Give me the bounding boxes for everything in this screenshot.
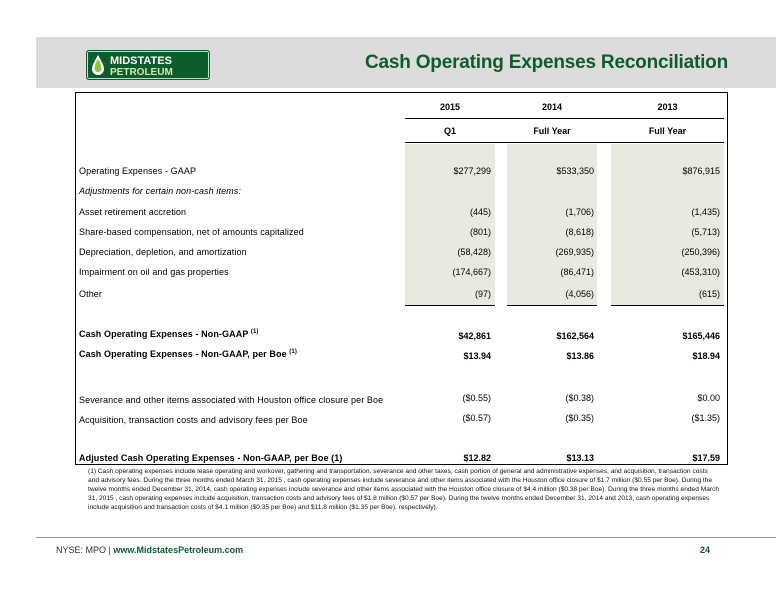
col-year-2014: 2014: [541, 102, 563, 112]
cell-adjusted-2015: $12.82: [463, 453, 491, 463]
logo-line1: MIDSTATES: [110, 55, 172, 67]
row-label-share-comp: Share-based compensation, net of amounts capitalized: [79, 227, 304, 237]
footer-rule: [36, 537, 776, 538]
col-period-2015: Q1: [443, 126, 456, 136]
cell-adjusted-2014: $13.13: [566, 453, 594, 463]
row-label-adjusted-cash-opex: Adjusted Cash Operating Expenses - Non-GAAP, per Boe (1): [79, 453, 343, 463]
cell-other-2014: (4,056): [565, 289, 594, 299]
footer-url[interactable]: www.MidstatesPetroleum.com: [113, 545, 244, 555]
cell-impairment-2013: (453,310): [681, 267, 720, 277]
row-label-cash-opex: Cash Operating Expenses - Non-GAAP $^{(1)}$: [79, 329, 259, 339]
subtotal-rule-2013: [611, 305, 724, 306]
row-label-opex-gaap: Operating Expenses - GAAP: [79, 166, 197, 176]
page-number: 24: [700, 545, 711, 555]
cell-share-comp-2013: (5,713): [691, 227, 720, 237]
col-year-2015: 2015: [439, 102, 461, 112]
logo-line2: PETROLEUM: [110, 67, 173, 78]
row-label-cash-opex-boe: Cash Operating Expenses - Non-GAAP, per Boe $^{(1)}$: [79, 349, 297, 359]
cell-cash-opex-2014: $162,564: [556, 331, 594, 341]
cell-acquisition-2015: ($0.57): [462, 413, 491, 423]
row-label-other: Other: [79, 289, 103, 299]
slide-title: Cash Operating Expenses Reconciliation: [364, 52, 728, 73]
cell-aro-2014: (1,706): [565, 207, 594, 217]
footer-text: [56, 545, 243, 555]
cell-dda-2013: (250,396): [681, 247, 720, 257]
cell-cash-opex-boe-2014: $13.86: [566, 351, 594, 361]
cell-impairment-2014: (86,471): [560, 267, 594, 277]
cell-impairment-2015: (174,667): [452, 267, 491, 277]
cell-cash-opex-2015: $42,861: [458, 331, 491, 341]
cell-dda-2015: (58,428): [457, 247, 491, 257]
cell-cash-opex-boe-2013: $18.94: [692, 351, 720, 361]
cell-opex-gaap-2013: $876,915: [682, 166, 720, 176]
cell-dda-2014: (269,935): [555, 247, 594, 257]
cell-aro-2013: (1,435): [691, 207, 720, 217]
cell-cash-opex-2013: $165,446: [682, 331, 720, 341]
row-label-impairment: Impairment on oil and gas properties: [79, 267, 229, 277]
cell-severance-2015: ($0.55): [462, 393, 491, 403]
row-label-severance: Severance and other items associated with Houston office closure per Boe: [79, 395, 384, 405]
col-period-2013: Full Year: [648, 126, 687, 136]
cell-aro-2015: (445): [469, 207, 491, 217]
cell-cash-opex-boe-2015: $13.94: [463, 351, 491, 361]
header-rule-1: [405, 118, 724, 119]
footer-separator: |: [108, 545, 111, 555]
cell-opex-gaap-2015: $277,299: [453, 166, 491, 176]
cell-adjusted-2013: $17.59: [692, 453, 720, 463]
header-rule-2: [405, 142, 724, 143]
cell-other-2015: (97): [474, 289, 491, 299]
col-period-2014: Full Year: [533, 126, 571, 136]
cell-severance-2014: ($0.38): [565, 393, 594, 403]
subtotal-rule-2015: [405, 305, 495, 306]
cell-acquisition-2013: ($1.35): [691, 413, 720, 423]
cell-other-2013: (615): [698, 289, 720, 299]
row-label-adjustments: Adjustments for certain non-cash items:: [79, 186, 241, 196]
row-label-acquisition: Acquisition, transaction costs and advisory fees per Boe: [79, 415, 308, 425]
cell-share-comp-2015: (801): [469, 227, 491, 237]
row-label-aro-accretion: Asset retirement accretion: [79, 207, 187, 217]
footnote: (1) Cash operating expenses include lease operating and workover, gathering and transportation, severance and other taxes, cash portion of general and administrative expenses, and acquisition, transaction costs and advisory fees. During the three months ended March 31, 2015 , cash operating expenses include severance and other items associated with the Houston office closure of $1.7 million ($0.55 per Boe). During the twelve months ended December 31, 2014, cash operating expenses include severance and other items associated with the Houston office closure of $4.4 million ($0.38 per Boe). During the three months ended March 31, 2015 , cash operating expenses include acquisition, transaction costs and advisory fees of $1.8 million ($0.57 per Boe). During the twelve months ended December 31, 2014 and 2013, cash operating expenses include acquisition and transaction costs of $4.1 million ($0.35 per Boe) and $11.8 million ($1.35 per Boe), respectively).: [88, 468, 720, 511]
row-label-dda: Depreciation, depletion, and amortization: [79, 247, 247, 257]
cell-severance-2013: $0.00: [697, 393, 720, 403]
company-logo: [86, 50, 210, 80]
cell-share-comp-2014: (8,618): [565, 227, 594, 237]
footer-ticker: NYSE: MPO: [56, 545, 107, 555]
subtotal-rule-2014: [507, 305, 597, 306]
col-year-2013: 2013: [657, 102, 678, 112]
cell-acquisition-2014: ($0.35): [565, 413, 594, 423]
cell-opex-gaap-2014: $533,350: [556, 166, 594, 176]
